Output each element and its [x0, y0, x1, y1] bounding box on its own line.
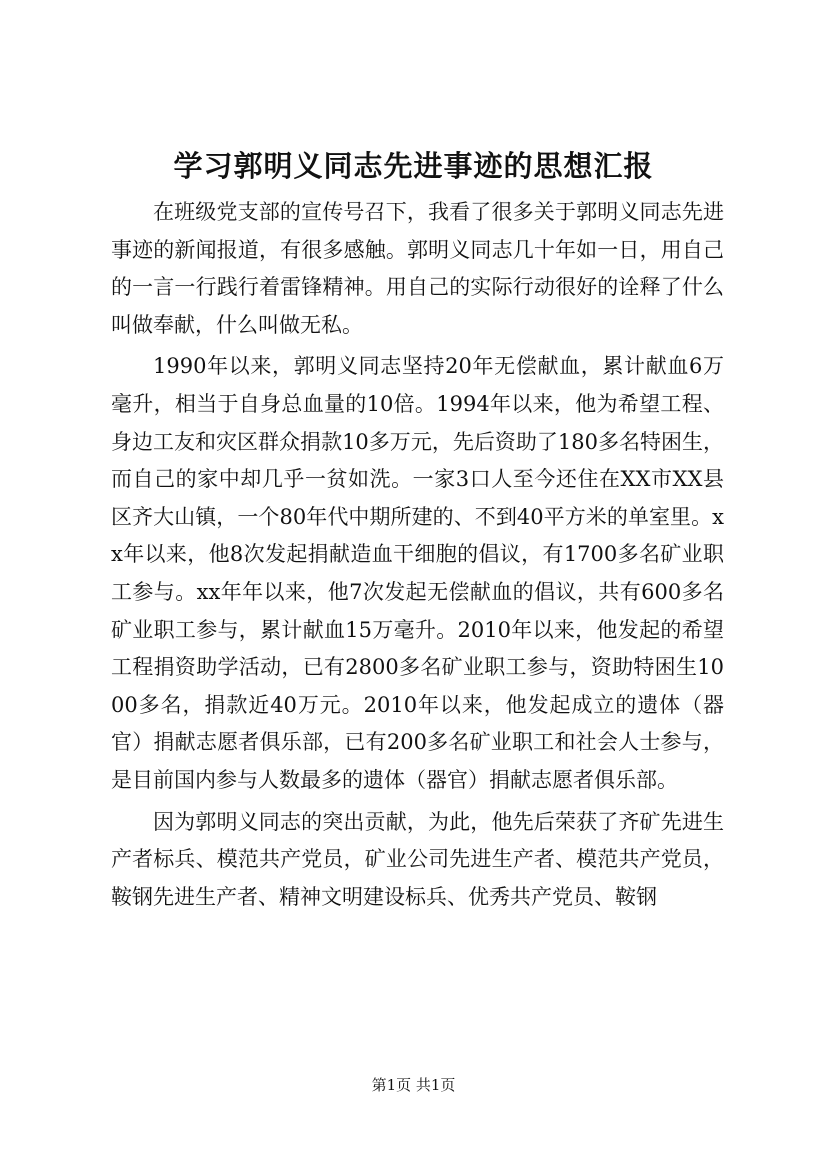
- paragraph-1: 在班级党支部的宣传号召下，我看了很多关于郭明义同志先进事迹的新闻报道，有很多感触。郭明义同志几十年如一日，用自己的一言一行践行着雷锋精神。用自己的实际行动很好的诠释了什么叫做奉献，什么叫做无私。: [111, 200, 724, 337]
- page-footer: 第1页 共1页: [371, 1076, 456, 1094]
- paragraph-3: 因为郭明义同志的突出贡献，为此，他先后荣获了齐矿先进生产者标兵、模范共产党员，矿业公司先进生产者、模范共产党员，鞍钢先进生产者、精神文明建设标兵、优秀共产党员、鞍钢: [111, 809, 724, 909]
- document-title: 学习郭明义同志先进事迹的思想汇报: [173, 149, 654, 183]
- paragraph-2: 1990年以来，郭明义同志坚持20年无偿献血，累计献血6万毫升，相当于自身总血量的10倍。1994年以来，他为希望工程、身边工友和灾区群众捐款10多万元，先后资助了180多名特困生，而自己的家中却几乎一贫如洗。一家3口人至今还住在XX市XX县区齐大山镇，一个80年代中期所建的、不到40平方米的单室里。xx年以来，他8次发起捐献造血干细胞的倡议，有1700多名矿业职工参与。xx年年以来，他7次发起无偿献血的倡议，共有600多名矿业职工参与，累计献血15万毫升。2010年以来，他发起的希望工程捐资助学活动，已有2800多名矿业职工参与，资助特困生1000多名，捐款近40万元。2010年以来，他发起成立的遗体（器官）捐献志愿者俱乐部，已有200多名矿业职工和社会人士参与，是目前国内参与人数最多的遗体（器官）捐献志愿者俱乐部。: [111, 354, 724, 792]
- document-body: [111, 194, 724, 920]
